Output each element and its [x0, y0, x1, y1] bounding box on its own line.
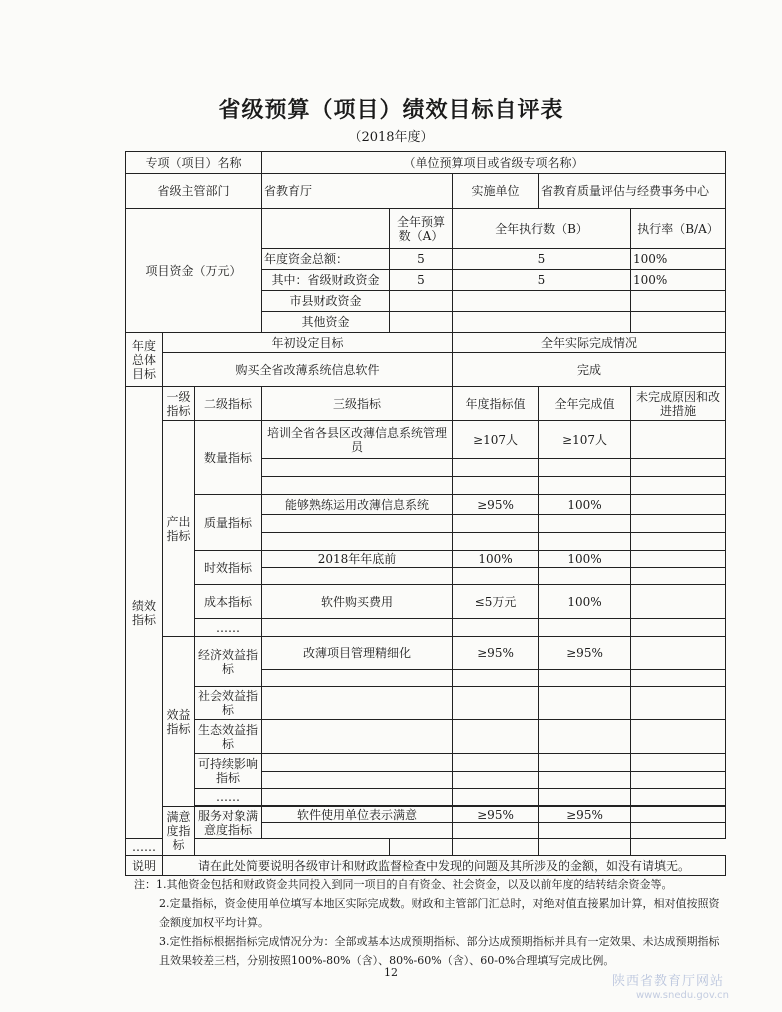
quality-indicator: 质量指标: [195, 495, 262, 551]
fund-row-rate: [631, 291, 726, 312]
quantity-l3: 培训全省各县区改薄信息系统管理员: [262, 421, 453, 459]
dept-label: 省级主管部门: [126, 174, 262, 209]
quantity-reason: [631, 421, 726, 459]
header-level2: 二级指标: [195, 387, 262, 421]
cost-l3: 软件购买费用: [262, 585, 453, 619]
dept-value: 省教育厅: [262, 174, 453, 209]
fund-row-name: 其中：省级财政资金: [262, 270, 390, 291]
econ-done: ≥95%: [539, 637, 631, 670]
timeliness-done: 100%: [539, 551, 631, 568]
footnote-1: 注：1.其他资金包括和财政资金共同投入到同一项目的自有资金、社会资金，以及以前年度的结转结余资金等。: [134, 878, 673, 891]
goal-plan-header: 年初设定目标: [163, 333, 453, 353]
quality-done: 100%: [539, 495, 631, 515]
watermark-logo: 陕西省教育厅网站: [612, 974, 725, 989]
econ-indicator: 经济效益指标: [195, 637, 262, 687]
quantity-target: ≥107人: [453, 421, 539, 459]
quantity-done: ≥107人: [539, 421, 631, 459]
quantity-indicator: 数量指标: [195, 421, 262, 495]
col-exec-header: 全年执行数（B）: [453, 209, 631, 249]
fund-row-rate: [631, 312, 726, 333]
goal-plan-value: 购买全省改薄系统信息软件: [163, 353, 453, 387]
satisfaction-ellipsis: ……: [126, 839, 163, 856]
timeliness-target: 100%: [453, 551, 539, 568]
quality-target: ≥95%: [453, 495, 539, 515]
remark-text: 请在此处简要说明各级审计和财政监督检查中发现的问题及其所涉及的金额，如没有请填无。: [163, 856, 726, 876]
self-evaluation-table: [125, 151, 726, 876]
service-done: ≥95%: [539, 807, 631, 823]
satisfaction-indicators-label: 满意度指标: [163, 807, 195, 856]
fund-row-a: [390, 291, 453, 312]
form-title: 省级预算（项目）绩效目标自评表: [218, 98, 564, 123]
output-indicators-label: 产出指标: [163, 421, 195, 637]
funds-label: 项目资金（万元）: [126, 209, 262, 333]
footnote-2: 2.定量指标，资金使用单位填写本地区实际完成数。财政和主管部门汇总时，对绝对值直接累加计算，相对值按照资金额度加权平均计算。: [159, 897, 720, 929]
timeliness-l3: 2018年年底前: [262, 551, 453, 568]
fund-row-name: 其他资金: [262, 312, 390, 333]
cost-target: ≤5万元: [453, 585, 539, 619]
fund-row-a: [390, 312, 453, 333]
timeliness-indicator: 时效指标: [195, 551, 262, 585]
output-ellipsis: ……: [195, 619, 262, 637]
cost-indicator: 成本指标: [195, 585, 262, 619]
remark-label: 说明: [126, 856, 163, 876]
funds-header-empty: [262, 209, 390, 249]
effect-indicators-label: 效益指标: [163, 637, 195, 807]
fund-row-rate: 100%: [631, 249, 726, 270]
sustainability-indicator: 可持续影响指标: [195, 754, 262, 789]
fund-row-b: [453, 312, 631, 333]
ecology-indicator: 生态效益指标: [195, 720, 262, 754]
header-done: 全年完成值: [539, 387, 631, 421]
footnotes: [134, 875, 724, 970]
watermark-url: www.snedu.gov.cn: [636, 990, 729, 1001]
social-indicator: 社会效益指标: [195, 687, 262, 720]
fund-row-name: 年度资金总额：: [262, 249, 390, 270]
project-name-label: 专项（项目）名称: [126, 152, 262, 174]
econ-l3: 改薄项目管理精细化: [262, 637, 453, 670]
performance-indicators-label: 绩效指标: [126, 387, 163, 839]
header-level3: 三级指标: [262, 387, 453, 421]
fund-row-b: 5: [453, 249, 631, 270]
page-number: 12: [384, 966, 398, 979]
service-satisfaction-indicator: 服务对象满意度指标: [195, 807, 262, 839]
header-target: 年度指标值: [453, 387, 539, 421]
header-level1: 一级指标: [163, 387, 195, 421]
service-l3: 软件使用单位表示满意: [262, 807, 453, 823]
impl-unit-value: 省教育质量评估与经费事务中心: [539, 174, 726, 209]
form-year: （2018年度）: [348, 130, 434, 145]
effect-ellipsis: ……: [195, 789, 262, 806]
footnote-3: 3.定性指标根据指标完成情况分为：全部或基本达成预期指标、部分达成预期指标并具有一定效果、未达成预期指标且效果较差三档，分别按照100%-80%（含）、80%-60%（含）、60-0%合理填写完成比例。: [159, 935, 720, 967]
service-target: ≥95%: [453, 807, 539, 823]
impl-unit-label: 实施单位: [453, 174, 539, 209]
annual-goal-label: 年度总体目标: [126, 333, 163, 387]
col-budget-header: 全年预算数（A）: [390, 209, 453, 249]
project-name-value: （单位预算项目或省级专项名称）: [262, 152, 726, 174]
goal-actual-value: 完成: [453, 353, 726, 387]
goal-actual-header: 全年实际完成情况: [453, 333, 726, 353]
fund-row-b: 5: [453, 270, 631, 291]
fund-row-a: 5: [390, 270, 453, 291]
fund-row-rate: 100%: [631, 270, 726, 291]
econ-target: ≥95%: [453, 637, 539, 670]
cost-done: 100%: [539, 585, 631, 619]
fund-row-b: [453, 291, 631, 312]
col-rate-header: 执行率（B/A）: [631, 209, 726, 249]
header-reason: 未完成原因和改进措施: [631, 387, 726, 421]
fund-row-a: 5: [390, 249, 453, 270]
fund-row-name: 市县财政资金: [262, 291, 390, 312]
quality-l3: 能够熟练运用改薄信息系统: [262, 495, 453, 515]
